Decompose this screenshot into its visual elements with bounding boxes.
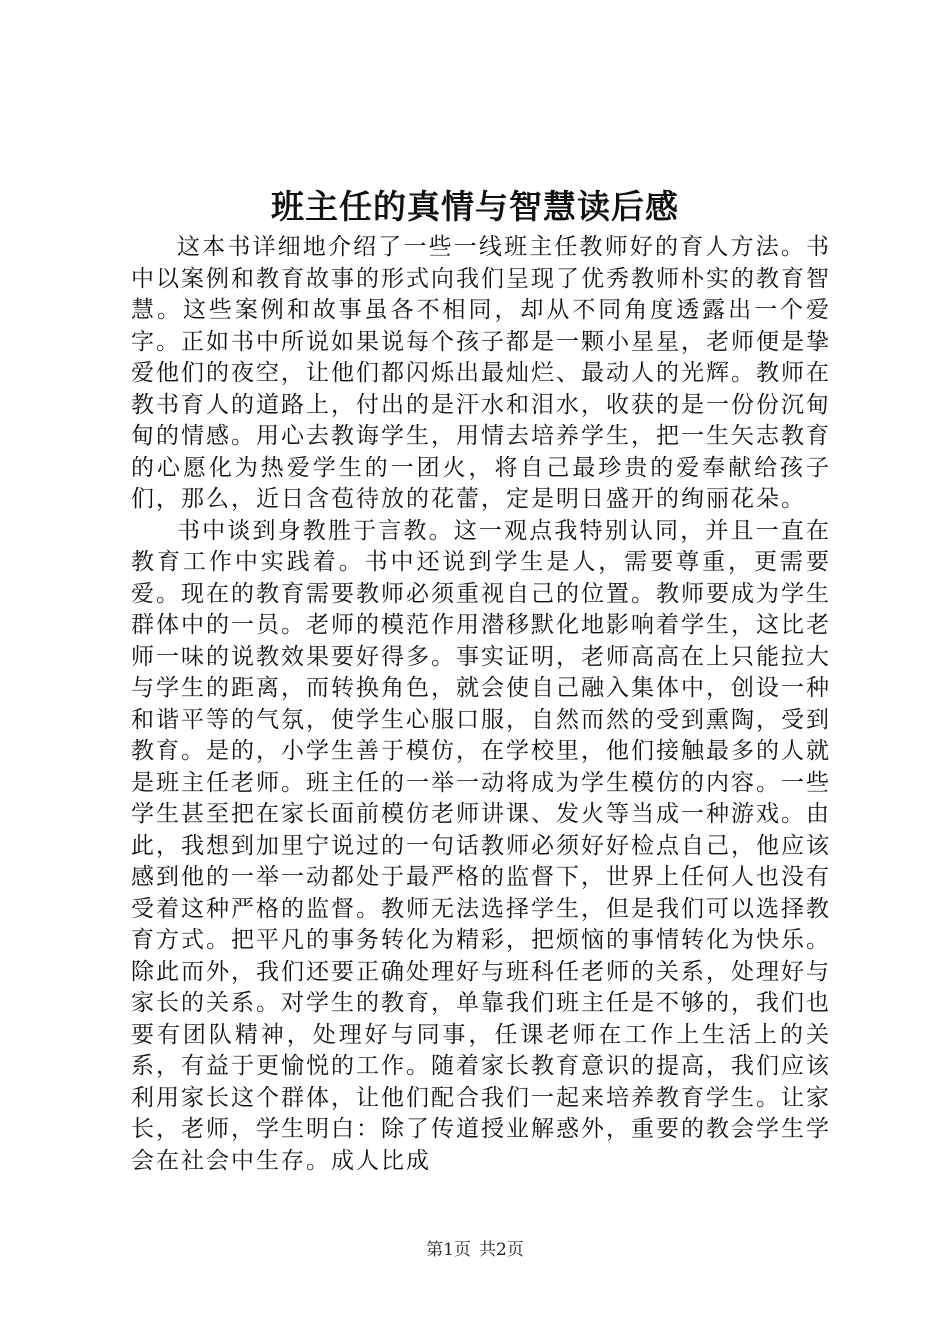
page-footer: [0, 1238, 950, 1262]
paragraph-2: 书中谈到身教胜于言教。这一观点我特别认同，并且一直在教育工作中实践着。书中还说到学生是人，需要尊重，更需要爱。现在的教育需要教师必须重视自己的位置。教师要成为学生群体中的一员。老师的模范作用潜移默化地影响着学生，这比老师一味的说教效果要好得多。事实证明，老师高高在上只能拉大与学生的距离，而转换角色，就会使自己融入集体中，创设一种和谐平等的气氛，使学生心服口服，自然而然的受到熏陶，受到教育。是的，小学生善于模仿，在学校里，他们接触最多的人就是班主任老师。班主任的一举一动将成为学生模仿的内容。一些学生甚至把在家长面前模仿老师讲课、发火等当成一种游戏。由此，我想到加里宁说过的一句话教师必须好好检点自己，他应该感到他的一举一动都处于最严格的监督下，世界上任何人也没有受着这种严格的监督。教师无法选择学生，但是我们可以选择教育方式。把平凡的事务转化为精彩，把烦恼的事情转化为快乐。除此而外，我们还要正确处理好与班科任老师的关系，处理好与家长的关系。对学生的教育，单靠我们班主任是不够的，我们也要有团队精神，处理好与同事，任课老师在工作上生活上的关系，有益于更愉悦的工作。随着家长教育意识的提高，我们应该利用家长这个群体，让他们配合我们一起来培养教育学生。让家长，老师，学生明白：除了传道授业解惑外，重要的教会学生学会在社会中生存。成人比成: [131, 517, 831, 1174]
document-title: 班主任的真情与智慧读后感: [271, 187, 679, 226]
paragraph-1: 这本书详细地介绍了一些一线班主任教师好的育人方法。书中以案例和教育故事的形式向我们呈现了优秀教师朴实的教育智慧。这些案例和故事虽各不相同，却从不同角度透露出一个爱字。正如书中所说如果说每个孩子都是一颗小星星，老师便是挚爱他们的夜空，让他们都闪烁出最灿烂、最动人的光辉。教师在教书育人的道路上，付出的是汗水和泪水，收获的是一份份沉甸甸的情感。用心去教诲学生，用情去培养学生，把一生矢志教育的心愿化为热爱学生的一团火，将自己最珍贵的爱奉献给孩子们，那么，近日含苞待放的花蕾，定是明日盛开的绚丽花朵。: [131, 234, 831, 512]
page-total: 共2页: [479, 1240, 524, 1260]
document-body: [131, 232, 831, 1177]
page-number: 第1页: [426, 1240, 471, 1260]
